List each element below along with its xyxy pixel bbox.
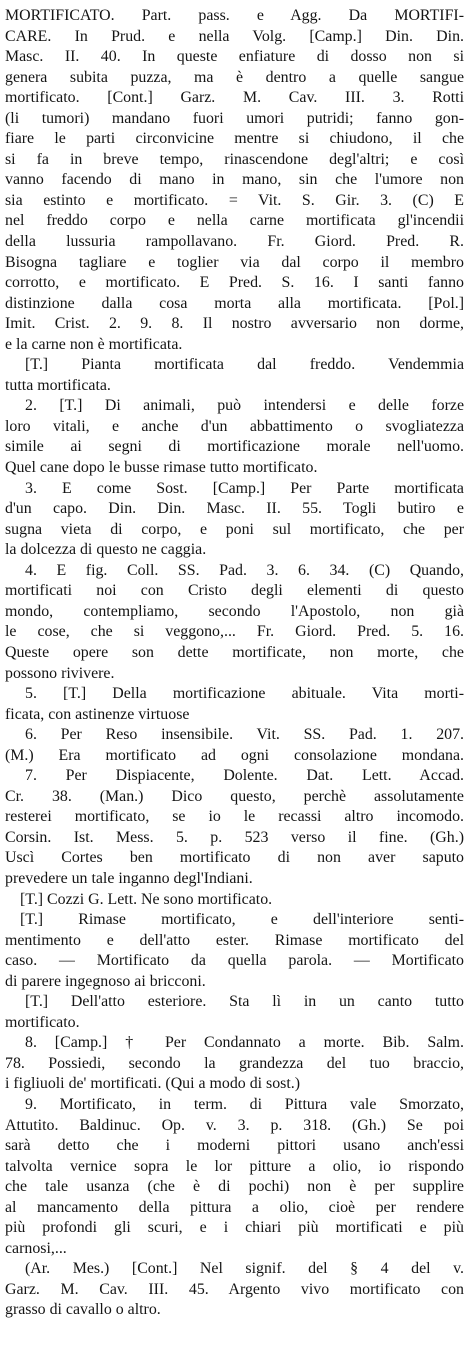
text-line: caso. — Mortificato da quella parola. — Mortificato bbox=[5, 952, 464, 970]
text-line: sia estinto e mortificato. = Vit. S. Gir. 3. (C) E bbox=[5, 191, 464, 209]
text-line: la dolcezza di questo ne caggia. bbox=[5, 541, 207, 559]
text-line: 78. Possiedi, secondo la grandezza del tuo braccio, bbox=[5, 1054, 464, 1072]
text-line: MORTIFICATO. Part. pass. e Agg. Da MORTIFI- bbox=[5, 7, 464, 24]
text-line: CARE. In Prud. e nella Volg. [Camp.] Din. Din. bbox=[5, 27, 464, 45]
text-line: e la carne non è mortificata. bbox=[5, 335, 183, 353]
text-line: mortificati noi con Cristo degli elementi di questo bbox=[5, 582, 464, 600]
text-line: nel freddo corpo e nella carne mortificata gl'incendii bbox=[5, 212, 464, 230]
text-line: [T.] Dell'atto esteriore. Sta lì in un canto tutto bbox=[25, 993, 464, 1011]
text-line: 7. Per Dispiacente, Dolente. Dat. Lett. Accad. bbox=[25, 767, 464, 785]
text-line: Attutito. Baldinuc. Op. v. 3. p. 318. (Gh.) Se poi bbox=[5, 1116, 464, 1134]
text-line: i figliuoli de' mortificati. (Qui a modo di sost.) bbox=[5, 1075, 301, 1093]
text-line: Corsin. Ist. Mess. 5. p. 523 verso il fine. (Gh.) bbox=[5, 828, 464, 846]
text-line: vanno facendo di mano in mano, sin che l'umore non bbox=[5, 171, 464, 189]
text-line: talvolta vernice sopra le lor pitture a olio, io rispondo bbox=[5, 1157, 464, 1175]
text-line: (li tumori) mandano fuori umori putridi; fanno gon- bbox=[5, 109, 464, 127]
text-line: sugna vieta di corpo, e poni sul mortificato, che per bbox=[5, 520, 464, 538]
text-line: tutta mortificata. bbox=[5, 376, 111, 394]
text-line: Uscì Cortes ben mortificato di non aver saputo bbox=[5, 849, 464, 867]
text-line: 5. [T.] Della mortificazione abituale. Vita morti- bbox=[25, 685, 464, 703]
text-line: più profondi gli scuri, e i chiari più mortificati e più bbox=[5, 1219, 464, 1237]
text-line: 4. E fig. Coll. SS. Pad. 3. 6. 34. (C) Quando, bbox=[25, 561, 464, 579]
text-line: sarà detto che i moderni pittori usano anch'essi bbox=[5, 1137, 464, 1155]
text-line: corrotto, e mortificato. E Pred. S. 16. I santi fanno bbox=[5, 274, 464, 292]
text-line: loro vitali, e anche d'un abbattimento o svogliatezza bbox=[5, 417, 464, 435]
text-line: ficata, con astinenze virtuose bbox=[5, 705, 190, 723]
text-line: fiare le parti circonvicine mentre si chiudono, il che bbox=[5, 130, 464, 148]
text-line: mentimento e dell'atto ester. Rimase mortificato del bbox=[5, 931, 464, 949]
text-line: Bisogna tagliare e toglier via dal corpo il membro bbox=[5, 253, 464, 271]
text-line: le cose, che si veggono,... Fr. Giord. Pred. 5. 16. bbox=[5, 623, 464, 641]
text-line: al mancamento della pittura a olio, cioè per rendere bbox=[5, 1198, 464, 1216]
text-line: Queste opere son dette mortificate, non morte, che bbox=[5, 643, 464, 661]
text-line: [T.] Cozzi G. Lett. Ne sono mortificato. bbox=[20, 890, 273, 908]
text-line: [T.] Pianta mortificata dal freddo. Vendemmia bbox=[25, 356, 464, 374]
text-line: prevedere un tale inganno degl'Indiani. bbox=[5, 869, 253, 887]
text-line: resterei mortificato, se io le recassi altro incomodo. bbox=[5, 808, 464, 826]
text-line: Garz. M. Cav. III. 45. Argento vivo mortificato con bbox=[5, 1280, 464, 1298]
text-line: Imit. Crist. 2. 9. 8. Il nostro avversario non dorme, bbox=[5, 315, 464, 333]
text-line: grasso di cavallo o altro. bbox=[5, 1301, 161, 1319]
text-line: [T.] Rimase mortificato, e dell'interiore senti- bbox=[20, 911, 464, 929]
text-line: Quel cane dopo le busse rimase tutto mortificato. bbox=[5, 459, 318, 477]
text-line: mortificato. [Cont.] Garz. M. Cav. III. 3. Rotti bbox=[5, 89, 464, 107]
text-line: distinzione dalla cosa morta alla mortificata. [Pol.] bbox=[5, 294, 464, 312]
text-line: 2. [T.] Di animali, può intendersi e delle forze bbox=[25, 397, 464, 415]
text-line: possono rivivere. bbox=[5, 664, 115, 682]
text-line: 3. E come Sost. [Camp.] Per Parte mortificata bbox=[25, 479, 464, 497]
text-line: si fa in breve tempo, rinascendone degl'altri; e così bbox=[5, 150, 464, 168]
text-line: carnosi,... bbox=[5, 1239, 67, 1257]
text-line: d'un capo. Din. Din. Masc. II. 55. Togli butiro e bbox=[5, 500, 464, 518]
text-line: Masc. II. 40. In queste enfiature di dosso non si bbox=[5, 48, 464, 66]
text-line: che tale usanza (che è di pochi) non è per supplire bbox=[5, 1178, 464, 1196]
text-line: (Ar. Mes.) [Cont.] Nel signif. del § 4 del v. bbox=[25, 1260, 464, 1278]
text-line: 8. [Camp.] † Per Condannato a morte. Bib. Salm. bbox=[25, 1034, 464, 1052]
text-line: 9. Mortificato, in term. di Pittura vale Smorzato, bbox=[25, 1095, 464, 1113]
text-line: (M.) Era mortificato ad ogni consolazione mondana. bbox=[5, 746, 464, 764]
text-line: Cr. 38. (Man.) Dico questo, perchè assolutamente bbox=[5, 787, 464, 805]
text-line: mortificato. bbox=[5, 1013, 80, 1031]
text-line: simile ai segni di mortificazione morale nell'uomo. bbox=[5, 438, 464, 456]
text-line: di parere ingegnoso ai bricconi. bbox=[5, 972, 206, 990]
text-line: genera subita puzza, ma è dentro a quelle sangue bbox=[5, 68, 464, 86]
text-line: mondo, contempliamo, secondo l'Apostolo, non già bbox=[5, 602, 464, 620]
text-line: della lussuria rampollavano. Fr. Giord. Pred. R. bbox=[5, 233, 464, 251]
text-line: 6. Per Reso insensibile. Vit. SS. Pad. 1. 207. bbox=[25, 726, 464, 744]
